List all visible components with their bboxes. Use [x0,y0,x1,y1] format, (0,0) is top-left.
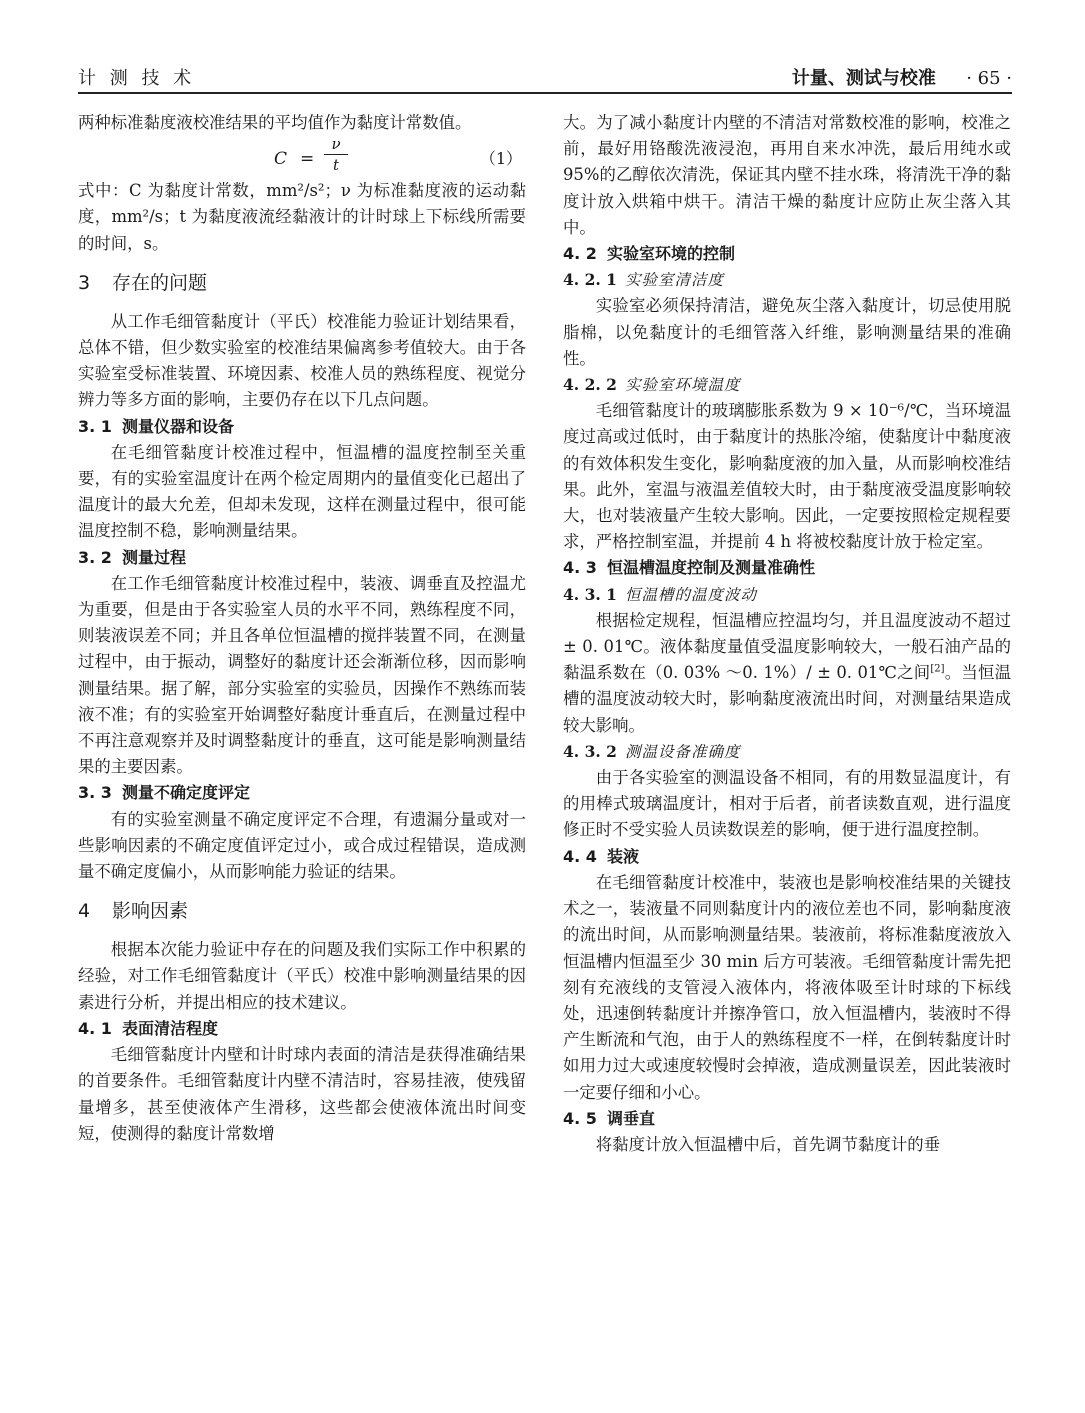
subsubsection-title: 测温设备准确度 [625,742,741,761]
paragraph: 在工作毛细管黏度计校准过程中，装液、调垂直及控温尤为重要，但是由于各实验室人员的水平不同，熟练程度不同，则装液误差不同；并且各单位恒温槽的搅拌装置不同，在测量过程中，由于振动，调整好的黏度计还会渐渐位移，因而影响测量结果。据了解，部分实验室的实验员，因操作不熟练而装液不准；有的实验室开始调整好黏度计垂直后，在测量过程中不再注意观察并及时调整黏度计的垂直，这可能是影响测量结果的主要因素。 [78,573,526,777]
subsection-heading-4-3 [563,555,1011,581]
paragraph: 实验室必须保持清洁，避免灰尘落入黏度计，切忌使用脱脂棉，以免黏度计的毛细管落入纤维，影响测量结果的准确性。 [563,296,1011,368]
paragraph: 在毛细管黏度计校准中，装液也是影响校准结果的关键技术之一，装液量不同则黏度计内的液位差也不同，影响黏度液的流出时间，从而影响测量结果。装液前，将标准黏度液放入恒温槽内恒温至少 30 min 后方可装液。毛细管黏度计需先把刻有充液线的支管浸入液体内，将液体吸至计时球的下标线处，迅速倒转黏度计并擦净管口，放入恒温槽内，装液时不得产生断流和气泡，由于人的熟练程度不一样，在倒转黏度计时如用力过大或速度较慢时会掉液，造成测量误差，因此装液时一定要仔细和小心。 [563,872,1011,1102]
paragraph [563,608,1011,739]
subsubsection-number: 4. 3. 2 [563,741,617,761]
paragraph: 在毛细管黏度计校准过程中，恒温槽的温度控制至关重要，有的实验室温度计在两个检定周期内的量值变化已超出了温度计的最大允差，但却未发现，这样在测量过程中，很可能温度控制不稳，影响测量结果。 [78,442,526,541]
paragraph: 将黏度计放入恒温槽中后，首先调节黏度计的垂 [595,1134,940,1154]
paragraph-text: 。当恒温槽的温度波动较大时，影响黏度液流出时间，对测量结果造成较大影响。 [563,663,1011,735]
paragraph-continued: 大。为了减小黏度计内壁的不清洁对常数校准的影响，校准之前，最好用铬酸洗液浸泡，再用自来水冲洗，最后用纯水或95%的乙醇依次清洗，保证其内壁不挂水珠，将清洗干净的黏度计放入烘箱中烘干。清洁干燥的黏度计应防止灰尘落入其中。 [563,113,1011,237]
paragraph: 有的实验室测量不确定度评定不合理，有遗漏分量或对一些影响因素的不确定度值评定过小，或合成过程错误，造成测量不确定度偏小，从而影响能力验证的结果。 [78,809,526,882]
subsection-number: 4. 3 [563,558,597,578]
fraction-denominator: t [324,154,348,175]
paragraph: 根据本次能力验证中存在的问题及我们实际工作中积累的经验，对工作毛细管黏度计（平氏）校准中影响测量结果的因素进行分析，并提出相应的技术建议。 [78,940,526,1012]
formula-equals: = [300,149,315,170]
paragraph-text: 根据检定规程，恒温槽应控温均匀，并且温度波动不超过 ± 0. 01℃。液体黏度量值受温度影响较大，一般石油产品的黏温系数在（0. 03% ～0. 1%）/ ± 0. 01℃之间 [563,610,1011,683]
subsection-number: 3. 2 [78,547,112,567]
journal-name: 计 测 技 术 [78,68,196,89]
subsection-heading-4-2 [563,241,1011,267]
subsection-title: 测量不确定度评定 [122,783,251,803]
subsection-number: 4. 2 [563,244,597,264]
citation-ref: [2] [930,663,945,675]
section-number: 3 [78,271,91,294]
paragraph: 毛细管黏度计内壁和计时球内表面的清洁是获得准确结果的首要条件。毛细管黏度计内壁不清洁时，容易挂液，使残留量增多，甚至使液体产生滑移，这些都会使液体流出时间变短，使测得的黏度计常数增 [78,1045,526,1143]
formula-1 [78,135,526,176]
section-heading-3 [78,269,526,297]
subsection-number: 4. 4 [563,846,597,866]
subsection-heading-3-2 [78,545,526,571]
page-number: · 65 · [966,68,1012,89]
subsection-heading-3-1 [78,414,526,440]
subsubsection-heading-4-3-1 [563,582,1011,608]
section-number: 4 [78,900,91,923]
subsubsection-heading-4-2-2 [563,372,1011,398]
subsection-heading-4-4 [563,844,1011,870]
left-column [78,110,526,1147]
subsection-title: 恒温槽温度控制及测量准确性 [607,558,816,578]
section-title: 存在的问题 [112,271,208,294]
subsection-title: 装液 [607,846,640,866]
subsection-title: 测量过程 [122,547,187,567]
subsection-title: 测量仪器和设备 [122,416,235,436]
subsubsection-heading-4-2-1 [563,267,1011,293]
formula-number: （1） [479,149,522,169]
section-name: 计量、测试与校准 [791,68,936,89]
subsection-heading-3-3 [78,780,526,806]
right-column [563,110,1011,1158]
subsubsection-heading-4-3-2 [563,739,1011,765]
section-heading-4 [78,897,526,925]
subsection-number: 3. 1 [78,416,112,436]
paragraph: 毛细管黏度计的玻璃膨胀系数为 9 × 10⁻⁶/℃，当环境温度过高或过低时，由于黏度计的热胀冷缩，使黏度计中黏度液的有效体积发生变化，影响黏度液的加入量，从而影响校准结果。此外，室温与液温差值较大时，由于黏度液受温度影响较大，也对装液量产生较大影响。因此，一定要按照检定规程要求，严格控制室温，并提前 4 h 将被校黏度计放于检定室。 [563,401,1011,552]
subsection-title: 调垂直 [607,1108,656,1128]
formula-lhs: C [274,149,288,170]
subsection-title: 表面清洁程度 [122,1018,219,1038]
paragraph: 两种标准黏度液校准结果的平均值作为黏度计常数值。 [78,113,472,132]
subsection-number: 3. 3 [78,783,112,803]
subsection-number: 4. 1 [78,1018,112,1038]
formula-fraction [324,134,348,175]
fraction-numerator: ν [331,135,341,154]
subsubsection-number: 4. 2. 1 [563,270,617,290]
subsection-number: 4. 5 [563,1108,597,1128]
subsubsection-title: 恒温槽的温度波动 [625,585,758,604]
header-right [792,64,1012,90]
section-title: 影响因素 [112,900,189,923]
subsection-title: 实验室环境的控制 [607,244,736,264]
header-rule [78,92,1012,94]
subsection-heading-4-5 [563,1106,1011,1132]
subsubsection-title: 实验室清洁度 [625,271,725,290]
subsubsection-number: 4. 2. 2 [563,375,617,395]
running-header [78,62,1012,90]
paragraph: 由于各实验室的测温设备不相同，有的用数显温度计，有的用棒式玻璃温度计，相对于后者，前者读数直观，进行温度修正时不受实验人员读数误差的影响，便于进行温度控制。 [563,768,1011,840]
subsubsection-number: 4. 3. 1 [563,584,617,604]
paragraph: 从工作毛细管黏度计（平氏）校准能力验证计划结果看，总体不错，但少数实验室的校准结果偏离参考值较大。由于各实验室受标准装置、环境因素、校准人员的熟练程度、视觉分辨力等多方面的影响，主要仍存在以下几点问题。 [78,311,526,410]
subsubsection-title: 实验室环境温度 [625,376,741,395]
subsection-heading-4-1 [78,1016,526,1042]
paragraph-where: 式中：C 为黏度计常数，mm²/s²；ν 为标准黏度液的运动黏度，mm²/s；t 为黏度液流经黏液计的计时球上下标线所需要的时间，s。 [78,181,526,253]
